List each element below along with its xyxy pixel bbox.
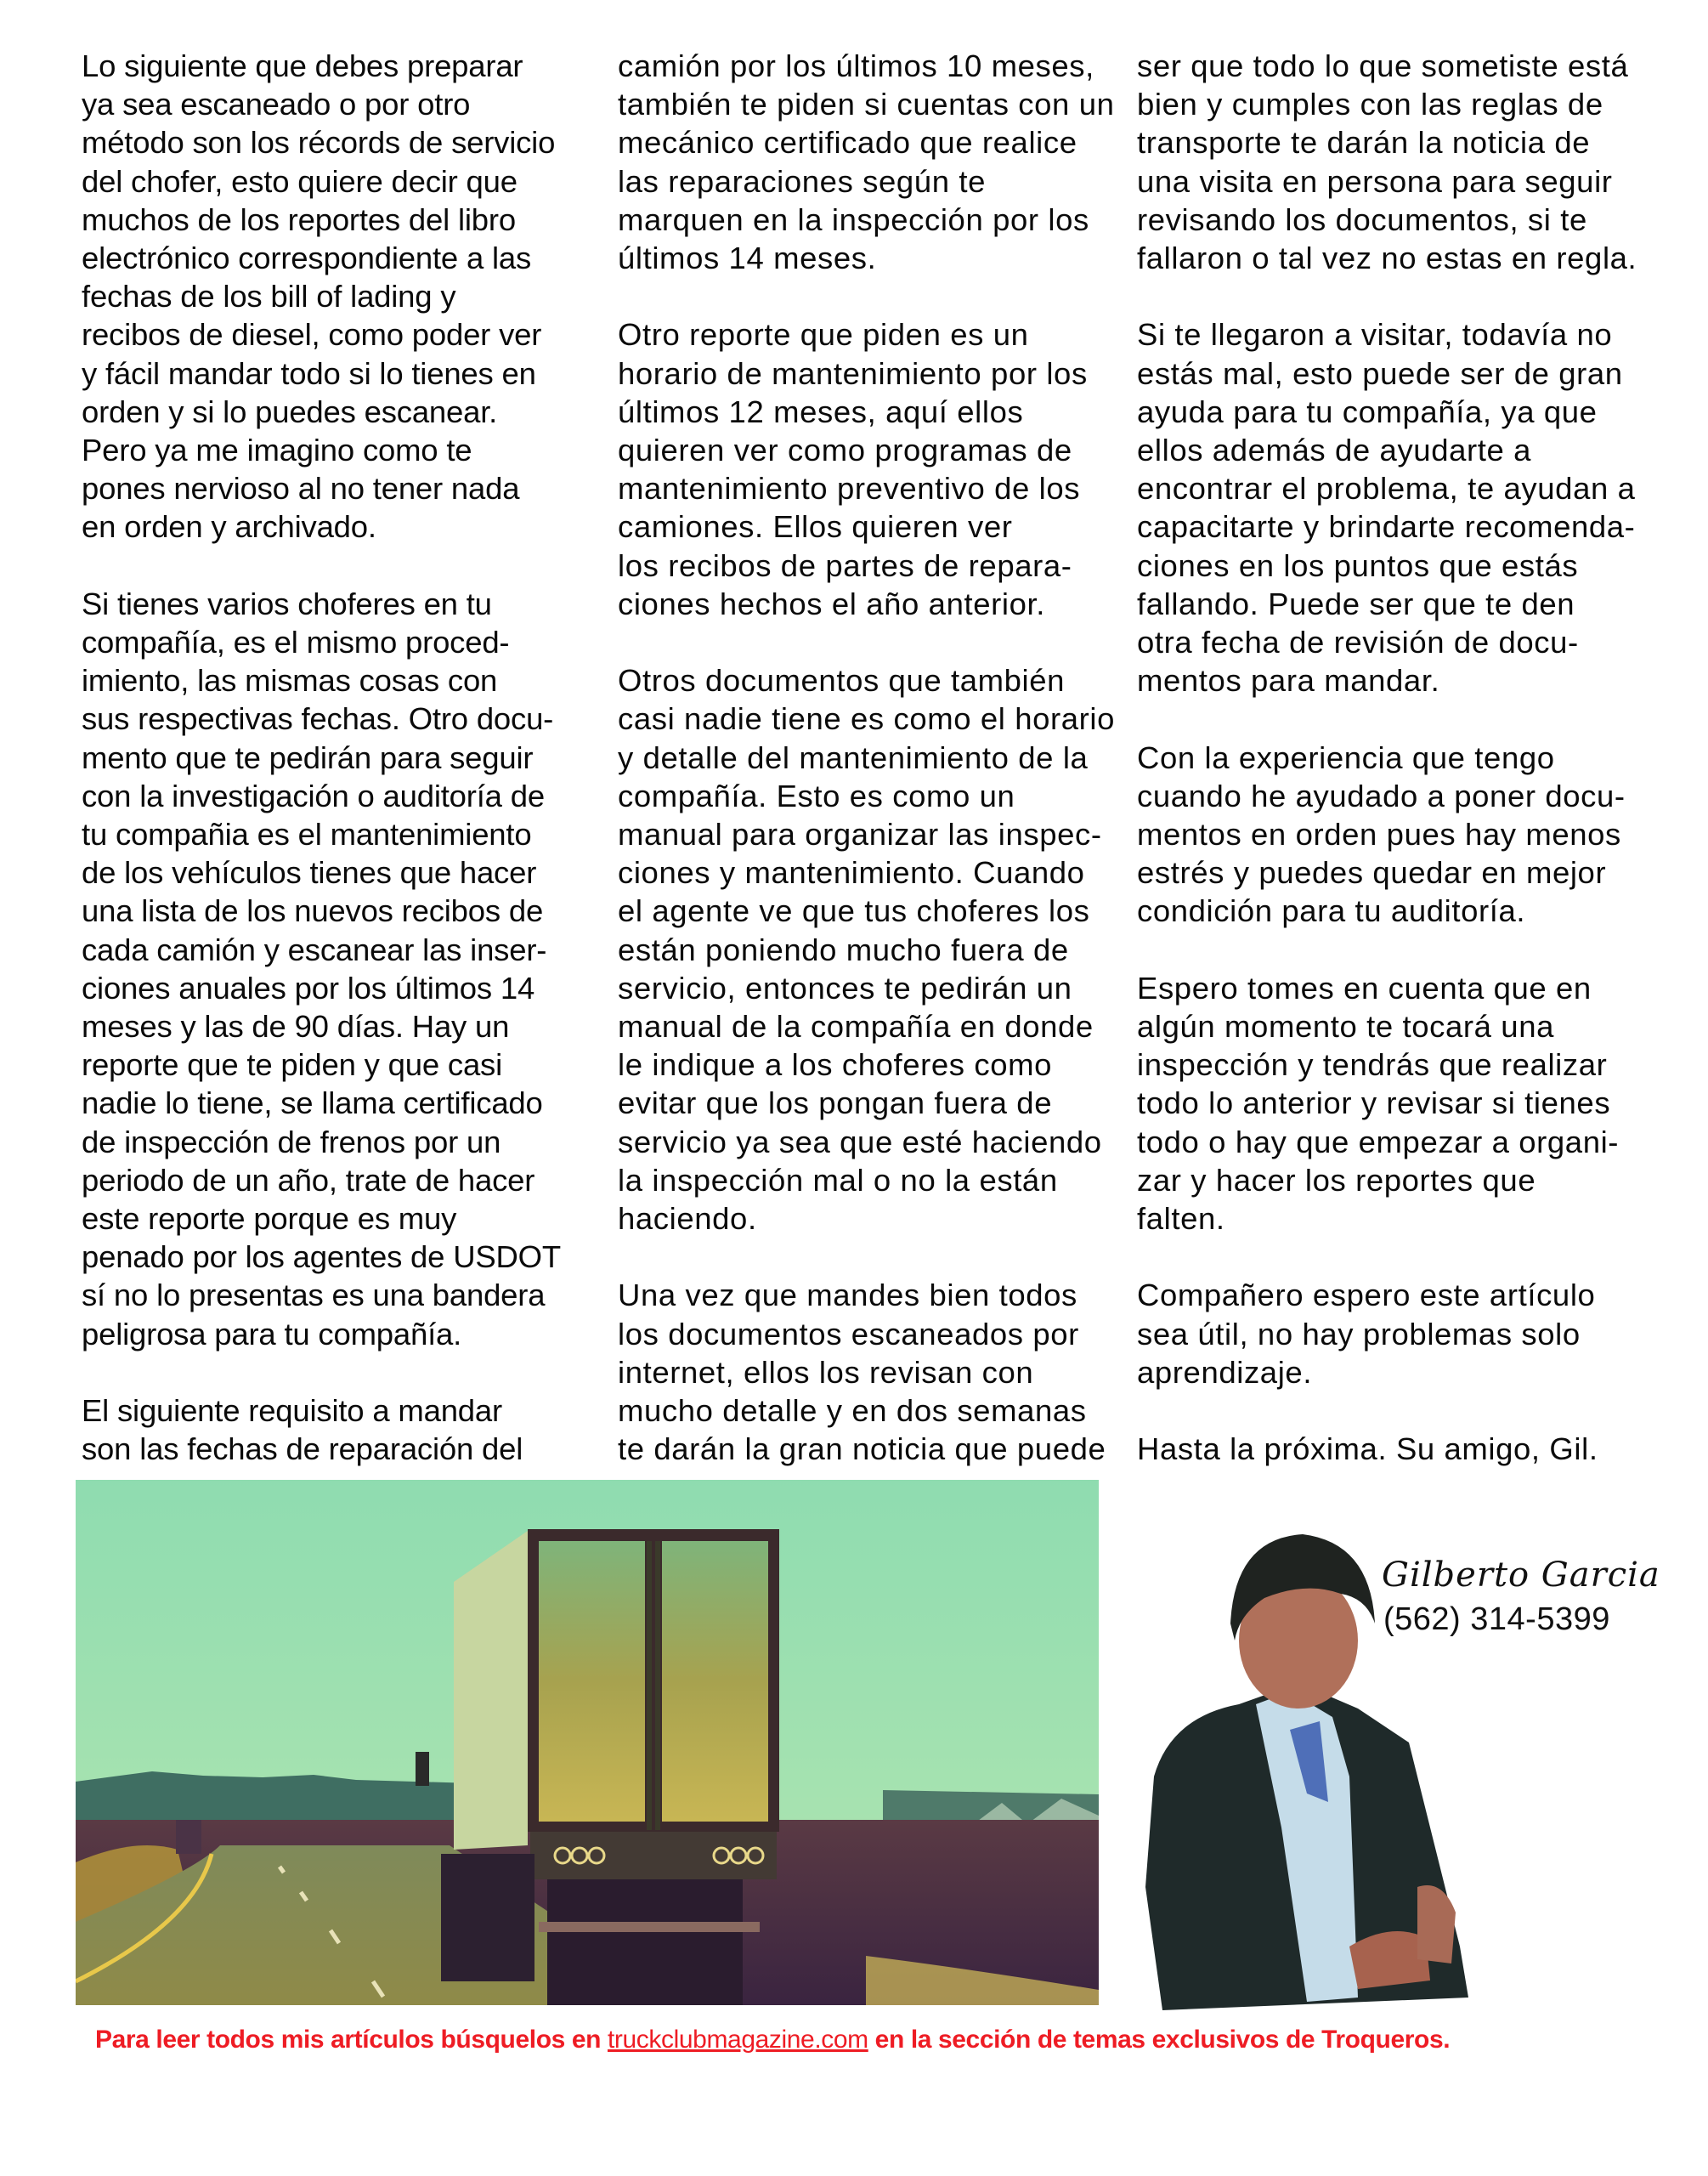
text-line: Si tienes varios choferes en tu xyxy=(82,586,492,621)
article-paragraph xyxy=(1137,1430,1681,1468)
text-line: ya sea escaneado o por otro xyxy=(82,87,471,122)
text-line: peligrosa para tu compañía. xyxy=(82,1316,462,1352)
text-line: inspección y tendrás que realizar xyxy=(1137,1047,1608,1083)
text-line: evitar que los pongan fuera de xyxy=(618,1085,1053,1121)
text-line: Pero ya me imagino como te xyxy=(82,433,472,468)
text-line: mentos en orden pues hay menos xyxy=(1137,817,1621,853)
text-line: horario de mantenimiento por los xyxy=(618,355,1088,391)
text-line: cada camión y escanear las inser- xyxy=(82,932,547,967)
text-line: internet, ellos los revisan con xyxy=(618,1354,1034,1390)
text-line: ciones en los puntos que estás xyxy=(1137,547,1579,583)
text-line: una visita en persona para seguir xyxy=(1137,163,1613,199)
text-line: mecánico certificado que realice xyxy=(618,125,1077,161)
article-column-3 xyxy=(1137,47,1681,1468)
text-line: Hasta la próxima. Su amigo, Gil. xyxy=(1137,1431,1598,1467)
text-line: ser que todo lo que sometiste está xyxy=(1137,48,1629,83)
text-line: manual para organizar las inspec- xyxy=(618,817,1102,853)
text-line: este reporte porque es muy xyxy=(82,1201,457,1237)
text-line: estrés y puedes quedar en mejor xyxy=(1137,855,1607,891)
text-line: Compañero espero este artículo xyxy=(1137,1278,1596,1313)
text-line: método son los récords de servicio xyxy=(82,125,556,161)
text-line: los documentos escaneados por xyxy=(618,1316,1079,1352)
text-line: de los vehículos tienes que hacer xyxy=(82,855,537,891)
text-line: mucho detalle y en dos semanas xyxy=(618,1393,1087,1429)
text-line: electrónico correspondiente a las xyxy=(82,241,532,276)
text-line: Otros documentos que también xyxy=(618,663,1066,699)
text-line: haciendo. xyxy=(618,1201,757,1237)
text-line: todo lo anterior y revisar si tienes xyxy=(1137,1085,1611,1121)
author-name: Gilberto Garcia xyxy=(1382,1556,1660,1595)
text-line: las reparaciones según te xyxy=(618,163,986,199)
text-line: compañía, es el mismo proced- xyxy=(82,625,510,660)
text-line: capacitarte y brindarte recomenda- xyxy=(1137,509,1636,545)
text-line: Una vez que mandes bien todos xyxy=(618,1278,1077,1313)
text-line: recibos de diesel, como poder ver xyxy=(82,317,542,353)
text-line: los recibos de partes de repara- xyxy=(618,547,1072,583)
article-column-2 xyxy=(618,47,1145,1468)
text-line: y detalle del mantenimiento de la xyxy=(618,740,1089,775)
text-line: también te piden si cuentas con un xyxy=(618,87,1115,122)
text-line: nadie lo tiene, se llama certificado xyxy=(82,1085,543,1121)
text-line: aprendizaje. xyxy=(1137,1354,1313,1390)
text-line: muchos de los reportes del libro xyxy=(82,201,516,237)
text-line: falten. xyxy=(1137,1201,1225,1237)
text-line: y fácil mandar todo si lo tienes en xyxy=(82,355,536,391)
text-line: sus respectivas fechas. Otro docu- xyxy=(82,701,554,737)
text-line: están poniendo mucho fuera de xyxy=(618,932,1069,967)
article-paragraph xyxy=(1137,739,1681,931)
article-paragraph xyxy=(618,1276,1145,1468)
text-line: mantenimiento preventivo de los xyxy=(618,471,1081,507)
text-line: otra fecha de revisión de docu- xyxy=(1137,625,1579,660)
text-line: servicio, entonces te pedirán un xyxy=(618,970,1072,1006)
text-line: transporte te darán la noticia de xyxy=(1137,125,1591,161)
text-line: sea útil, no hay problemas solo xyxy=(1137,1316,1581,1352)
text-line: Lo siguiente que debes preparar xyxy=(82,48,523,83)
text-line: Espero tomes en cuenta que en xyxy=(1137,970,1592,1006)
article-paragraph xyxy=(618,47,1145,277)
text-line: orden y si lo puedes escanear. xyxy=(82,394,498,429)
article-paragraph xyxy=(1137,1276,1681,1391)
text-line: de inspección de frenos por un xyxy=(82,1124,501,1159)
text-line: cuando he ayudado a poner docu- xyxy=(1137,778,1626,813)
text-line: en orden y archivado. xyxy=(82,509,376,545)
author-block xyxy=(1137,1522,1681,2023)
author-phone[interactable]: (562) 314-5399 xyxy=(1383,1601,1610,1637)
article-paragraph xyxy=(1137,969,1681,1238)
text-line: zar y hacer los reportes que xyxy=(1137,1162,1536,1198)
text-line: ayuda para tu compañía, ya que xyxy=(1137,394,1598,429)
text-line: encontrar el problema, te ayudan a xyxy=(1137,471,1636,507)
text-line: le indique a los choferes como xyxy=(618,1047,1053,1083)
footer-text-before-link: Para leer todos mis artículos búsquelos en xyxy=(95,2026,608,2054)
text-line: El siguiente requisito a mandar xyxy=(82,1393,502,1429)
text-line: mento que te pedirán para seguir xyxy=(82,740,534,775)
article-paragraph xyxy=(1137,315,1681,700)
text-line: servicio ya sea que esté haciendo xyxy=(618,1124,1102,1159)
text-line: estás mal, esto puede ser de gran xyxy=(1137,355,1623,391)
text-line: revisando los documentos, si te xyxy=(1137,201,1587,237)
article-column-1 xyxy=(82,47,591,1468)
text-line: compañía. Esto es como un xyxy=(618,778,1015,813)
text-line: meses y las de 90 días. Hay un xyxy=(82,1009,510,1045)
text-line: mentos para mandar. xyxy=(1137,663,1440,699)
text-line: son las fechas de reparación del xyxy=(82,1431,523,1467)
truck-on-highway-icon xyxy=(76,1480,1099,2005)
article-paragraph xyxy=(82,1391,591,1468)
text-line: todo o hay que empezar a organi- xyxy=(1137,1124,1620,1159)
text-line: sí no lo presentas es una bandera xyxy=(82,1278,546,1313)
footer-note xyxy=(95,2026,1625,2054)
text-line: una lista de los nuevos recibos de xyxy=(82,893,544,929)
text-line: camión por los últimos 10 meses, xyxy=(618,48,1094,83)
text-line: el agente ve que tus choferes los xyxy=(618,893,1090,929)
text-line: últimos 14 meses. xyxy=(618,241,877,276)
text-line: manual de la compañía en donde xyxy=(618,1009,1094,1045)
text-line: pones nervioso al no tener nada xyxy=(82,471,520,507)
text-line: últimos 12 meses, aquí ellos xyxy=(618,394,1024,429)
article-paragraph xyxy=(1137,47,1681,277)
text-line: casi nadie tiene es como el horario xyxy=(618,701,1116,737)
truck-photo xyxy=(76,1480,1099,2005)
text-line: marquen en la inspección por los xyxy=(618,201,1089,237)
footer-text-after-link: en la sección de temas exclusivos de Troqueros. xyxy=(868,2026,1451,2054)
text-line: condición para tu auditoría. xyxy=(1137,893,1526,929)
article-paragraph xyxy=(82,47,591,547)
text-line: Con la experiencia que tengo xyxy=(1137,740,1555,775)
text-line: algún momento te tocará una xyxy=(1137,1009,1555,1045)
article-paragraph xyxy=(618,661,1145,1238)
text-line: Si te llegaron a visitar, todavía no xyxy=(1137,317,1613,353)
text-line: del chofer, esto quiere decir que xyxy=(82,163,517,199)
text-line: tu compañia es el mantenimiento xyxy=(82,817,532,853)
author-portrait-icon xyxy=(1137,1522,1536,2014)
website-link[interactable]: truckclubmagazine.com xyxy=(608,2026,868,2054)
article-paragraph xyxy=(618,315,1145,623)
text-line: te darán la gran noticia que puede xyxy=(618,1431,1106,1467)
text-line: quieren ver como programas de xyxy=(618,433,1072,468)
text-line: ellos además de ayudarte a xyxy=(1137,433,1532,468)
text-line: periodo de un año, trate de hacer xyxy=(82,1162,535,1198)
text-line: reporte que te piden y que casi xyxy=(82,1047,502,1083)
article-paragraph xyxy=(82,585,591,1353)
text-line: la inspección mal o no la están xyxy=(618,1162,1058,1198)
text-line: imiento, las mismas cosas con xyxy=(82,663,498,699)
text-line: fallaron o tal vez no estas en regla. xyxy=(1137,241,1637,276)
text-line: ciones y mantenimiento. Cuando xyxy=(618,855,1085,891)
text-line: Otro reporte que piden es un xyxy=(618,317,1029,353)
text-line: fallando. Puede ser que te den xyxy=(1137,586,1575,621)
text-line: ciones anuales por los últimos 14 xyxy=(82,970,535,1006)
text-line: ciones hechos el año anterior. xyxy=(618,586,1045,621)
text-line: camiones. Ellos quieren ver xyxy=(618,509,1013,545)
text-line: fechas de los bill of lading y xyxy=(82,279,456,314)
text-line: penado por los agentes de USDOT xyxy=(82,1239,561,1275)
text-line: con la investigación o auditoría de xyxy=(82,778,545,813)
text-line: bien y cumples con las reglas de xyxy=(1137,87,1603,122)
